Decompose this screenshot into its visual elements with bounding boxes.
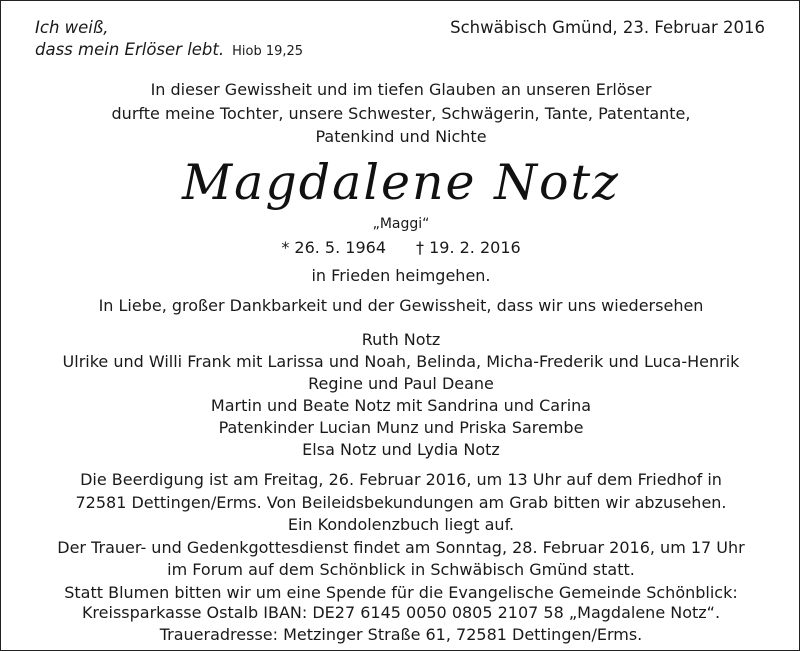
donation-line: Statt Blumen bitten wir um eine Spende für die Evangelische Gemeinde Schönblick: bbox=[64, 583, 738, 602]
deceased-nickname: „Maggi“ bbox=[372, 216, 430, 232]
mourner-line: Regine und Paul Deane bbox=[308, 374, 494, 393]
passing-text: in Frieden heimgehen. bbox=[311, 266, 491, 285]
funeral-info-line: Der Trauer- und Gedenkgottesdienst findet am Sonntag, 28. Februar 2016, um 17 Uhr bbox=[57, 538, 745, 557]
mourner-line: Patenkinder Lucian Munz und Priska Sarembe bbox=[218, 418, 584, 437]
place-date: Schwäbisch Gmünd, 23. Februar 2016 bbox=[450, 18, 765, 37]
verse-line-1: Ich weiß, bbox=[35, 18, 109, 37]
birth-date: * 26. 5. 1964 bbox=[281, 238, 386, 257]
verse-line-2: dass mein Erlöser lebt. bbox=[35, 40, 225, 59]
intro-line-1: In dieser Gewissheit und im tiefen Glauben an unseren Erlöser bbox=[150, 80, 652, 99]
closing-text: In Liebe, großer Dankbarkeit und der Gewissheit, dass wir uns wiedersehen bbox=[98, 296, 704, 315]
death-date: † 19. 2. 2016 bbox=[416, 238, 521, 257]
intro-line-2: durfte meine Tochter, unsere Schwester, Schwägerin, Tante, Patentante, bbox=[111, 104, 691, 123]
mourner-line: Ulrike und Willi Frank mit Larissa und Noah, Belinda, Micha-Frederik und Luca-Henrik bbox=[62, 352, 740, 371]
funeral-info-line: Die Beerdigung ist am Freitag, 26. Februar 2016, um 13 Uhr auf dem Friedhof in bbox=[80, 470, 722, 489]
funeral-info-line: 72581 Dettingen/Erms. Von Beileidsbekundungen am Grab bitten wir abzusehen. bbox=[75, 493, 727, 512]
funeral-info-line: im Forum auf dem Schönblick in Schwäbisch Gmünd statt. bbox=[167, 560, 635, 579]
mourning-address: Traueradresse: Metzinger Straße 61, 72581 Dettingen/Erms. bbox=[159, 625, 643, 644]
deceased-name: Magdalene Notz bbox=[181, 154, 621, 211]
life-dates bbox=[1, 237, 800, 259]
bible-verse bbox=[35, 17, 303, 63]
funeral-info-line: Ein Kondolenzbuch liegt auf. bbox=[287, 515, 515, 534]
mourner-line: Ruth Notz bbox=[361, 330, 441, 349]
intro-line-3: Patenkind und Nichte bbox=[315, 127, 487, 146]
verse-reference: Hiob 19,25 bbox=[232, 44, 304, 59]
mourner-line: Elsa Notz und Lydia Notz bbox=[302, 440, 500, 459]
mourner-line: Martin und Beate Notz mit Sandrina und Carina bbox=[210, 396, 592, 415]
donation-line: Kreissparkasse Ostalb IBAN: DE27 6145 0050 0805 2107 58 „Magdalene Notz“. bbox=[81, 603, 721, 622]
